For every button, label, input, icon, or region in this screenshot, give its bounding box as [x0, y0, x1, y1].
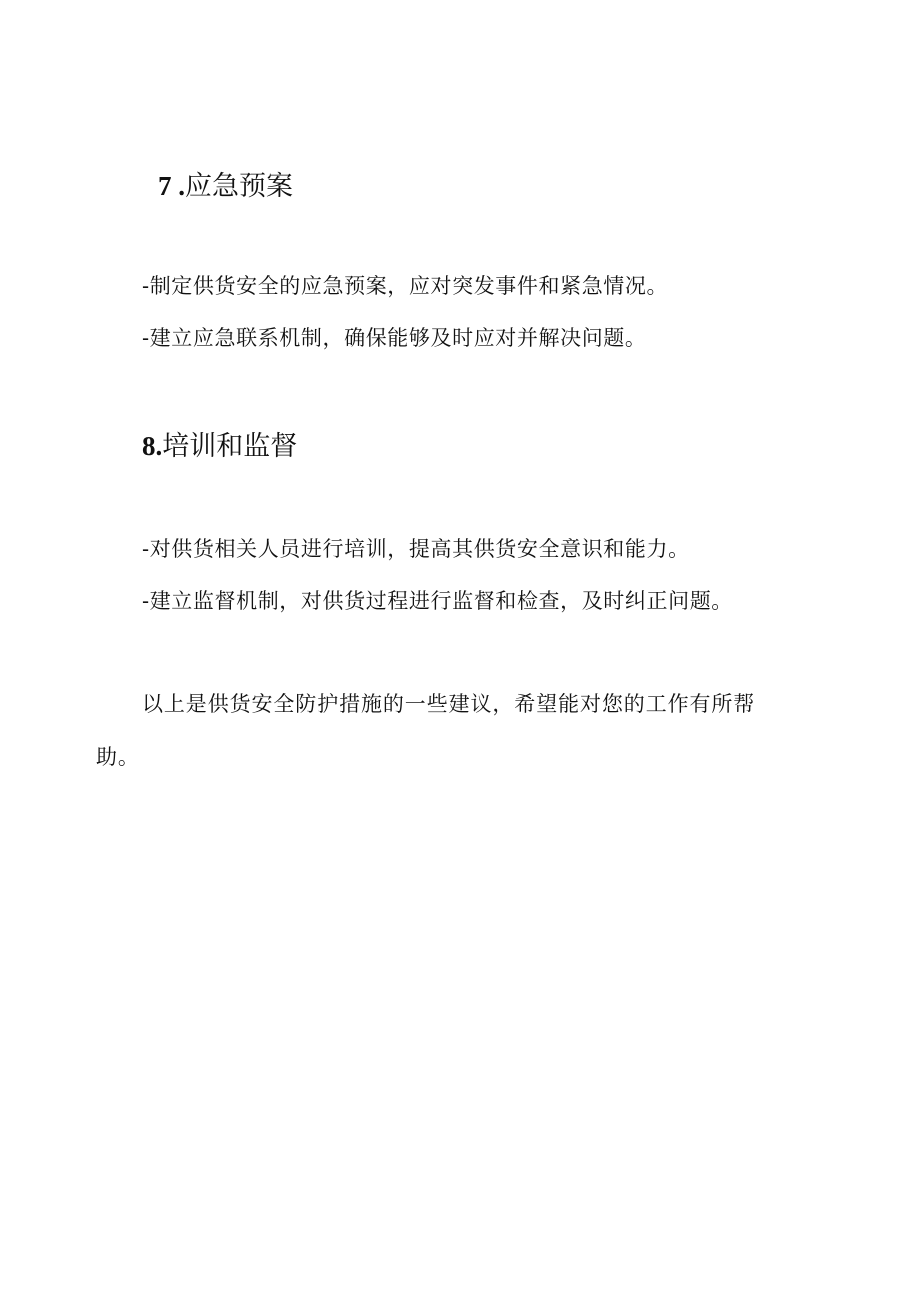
section-7-heading — [158, 169, 293, 204]
section-8-number: 8. — [142, 431, 163, 461]
section-7-title: 应急预案 — [185, 171, 293, 202]
section-7-number: 7 . — [158, 171, 185, 201]
section-7-bullet-2: -建立应急联系机制，确保能够及时应对并解决问题。 — [142, 326, 647, 350]
section-7-bullet-1: -制定供货安全的应急预案，应对突发事件和紧急情况。 — [142, 274, 669, 298]
section-8-bullet-2: -建立监督机制，对供货过程进行监督和检查，及时纠正问题。 — [142, 589, 733, 613]
conclusion-paragraph: 以上是供货安全防护措施的一些建议，希望能对您的工作有所帮助。 — [96, 692, 756, 769]
section-8-heading — [142, 429, 297, 464]
section-8-bullet-1: -对供货相关人员进行培训，提高其供货安全意识和能力。 — [142, 537, 690, 561]
section-8-title: 培训和监督 — [162, 431, 298, 462]
